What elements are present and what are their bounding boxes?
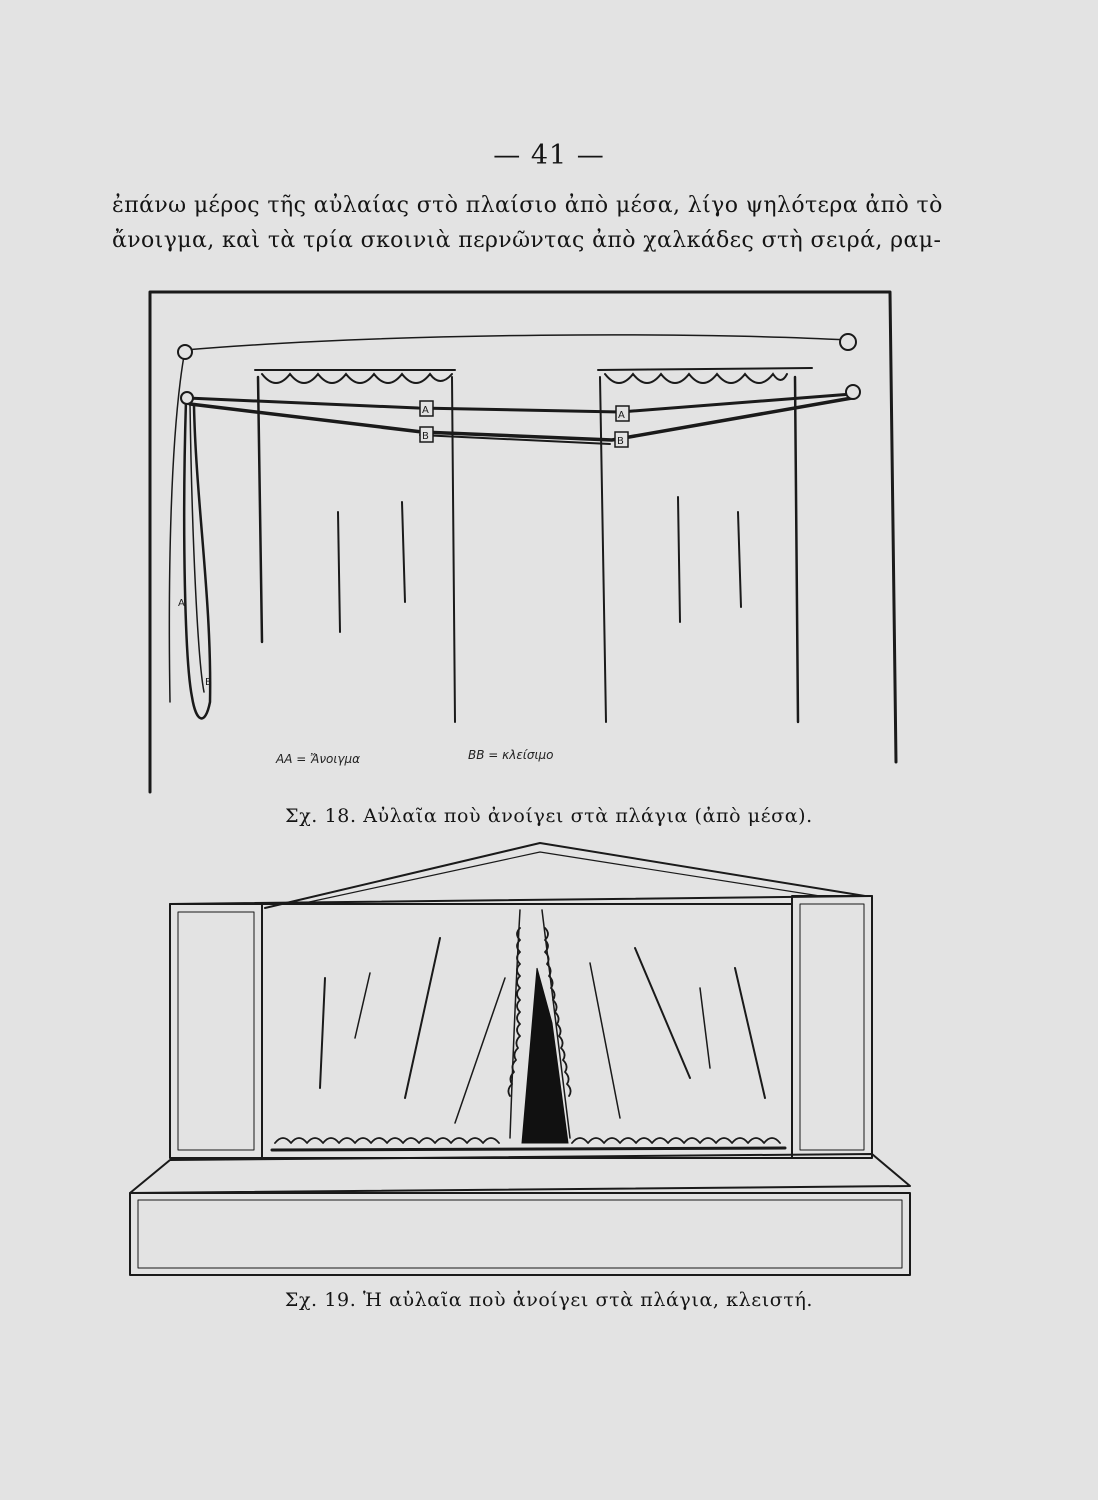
- curtain-gap: [522, 968, 568, 1143]
- fold-1: [338, 512, 340, 632]
- fold-2: [402, 502, 405, 602]
- cord-b: [190, 398, 852, 440]
- pediment: [265, 843, 865, 908]
- label-a-left: A: [422, 405, 429, 416]
- label-b-right: B: [617, 436, 624, 447]
- pulley-top-right: [840, 334, 856, 350]
- cord-a: [187, 394, 852, 412]
- label-b-left: B: [422, 431, 429, 442]
- curtain-left-edge: [258, 377, 262, 642]
- wing-right-inner: [800, 904, 864, 1150]
- hem-line: [272, 1148, 785, 1150]
- pulley-mid-left: [181, 392, 193, 404]
- page-number: — 41 —: [493, 140, 605, 171]
- curtain-right-edge: [795, 377, 798, 722]
- closed-curtain-drawing: [0, 838, 1098, 1278]
- legend-close: ΒΒ = κλείσιμο: [468, 748, 554, 762]
- curtain-mechanism-drawing: [0, 282, 1098, 797]
- rings-left: [262, 374, 452, 383]
- fold-4: [455, 978, 505, 1123]
- pediment-base: [170, 896, 872, 904]
- body-text-line-1: ἐπάνω μέρος τῆς αὐλαίας στὸ πλαίσιο ἀπὸ μέσα, λίγο ψηλότερα ἀπὸ τὸ: [112, 193, 943, 218]
- hanging-cords-left: [184, 400, 210, 718]
- fold-2: [355, 973, 370, 1038]
- pulley-top-left: [178, 345, 192, 359]
- rod-right: [598, 368, 812, 370]
- fold-6: [635, 948, 690, 1078]
- rings-right: [605, 374, 787, 383]
- wing-left-inner: [178, 912, 254, 1150]
- top-cord: [185, 335, 848, 350]
- curtain-left-seam: [510, 910, 520, 1138]
- wing-left: [170, 904, 262, 1158]
- hem-left: [275, 1138, 499, 1143]
- figure-18-caption: Σχ. 18. Αὐλαῖα ποὺ ἀνοίγει στὰ πλάγια (ἀπὸ μέσα).: [285, 805, 813, 827]
- fold-3: [405, 938, 440, 1098]
- label-a-right: A: [618, 410, 625, 421]
- pediment-inner: [300, 852, 820, 904]
- figure-19-closed-curtain: [0, 838, 1098, 1278]
- stage-platform-top: [130, 1154, 910, 1193]
- hem-right: [572, 1138, 780, 1143]
- curtain-left-inner-edge: [452, 377, 455, 722]
- wing-right: [792, 896, 872, 1158]
- body-text-line-2: ἄνοιγμα, καὶ τὰ τρία σκοινιὰ περνῶντας ἀπὸ χαλκάδες στὴ σειρά, ραμ-: [112, 228, 942, 253]
- legend-open: ΑΑ = Ἄνοιγμα: [276, 752, 361, 766]
- label-a-hanging: A: [178, 598, 185, 609]
- label-b-hanging: B: [205, 677, 212, 688]
- seam-edging-left: [508, 928, 520, 1096]
- figure-19-caption: Σχ. 19. Ἡ αὐλαῖα ποὺ ἀνοίγει στὰ πλάγια, κλειστή.: [284, 1289, 814, 1311]
- fold-5: [590, 963, 620, 1118]
- fold-4: [738, 512, 741, 607]
- fold-8: [735, 968, 765, 1098]
- curtain-right-inner-edge: [600, 377, 606, 722]
- pulley-mid-right: [846, 385, 860, 399]
- fold-7: [700, 988, 710, 1068]
- fold-3: [678, 497, 680, 622]
- figure-18-curtain-mechanism: [0, 282, 1098, 797]
- frame-outline: [150, 292, 896, 792]
- stage-platform-front: [130, 1193, 910, 1275]
- fold-1: [320, 978, 325, 1088]
- stage-platform-front-inner: [138, 1200, 902, 1268]
